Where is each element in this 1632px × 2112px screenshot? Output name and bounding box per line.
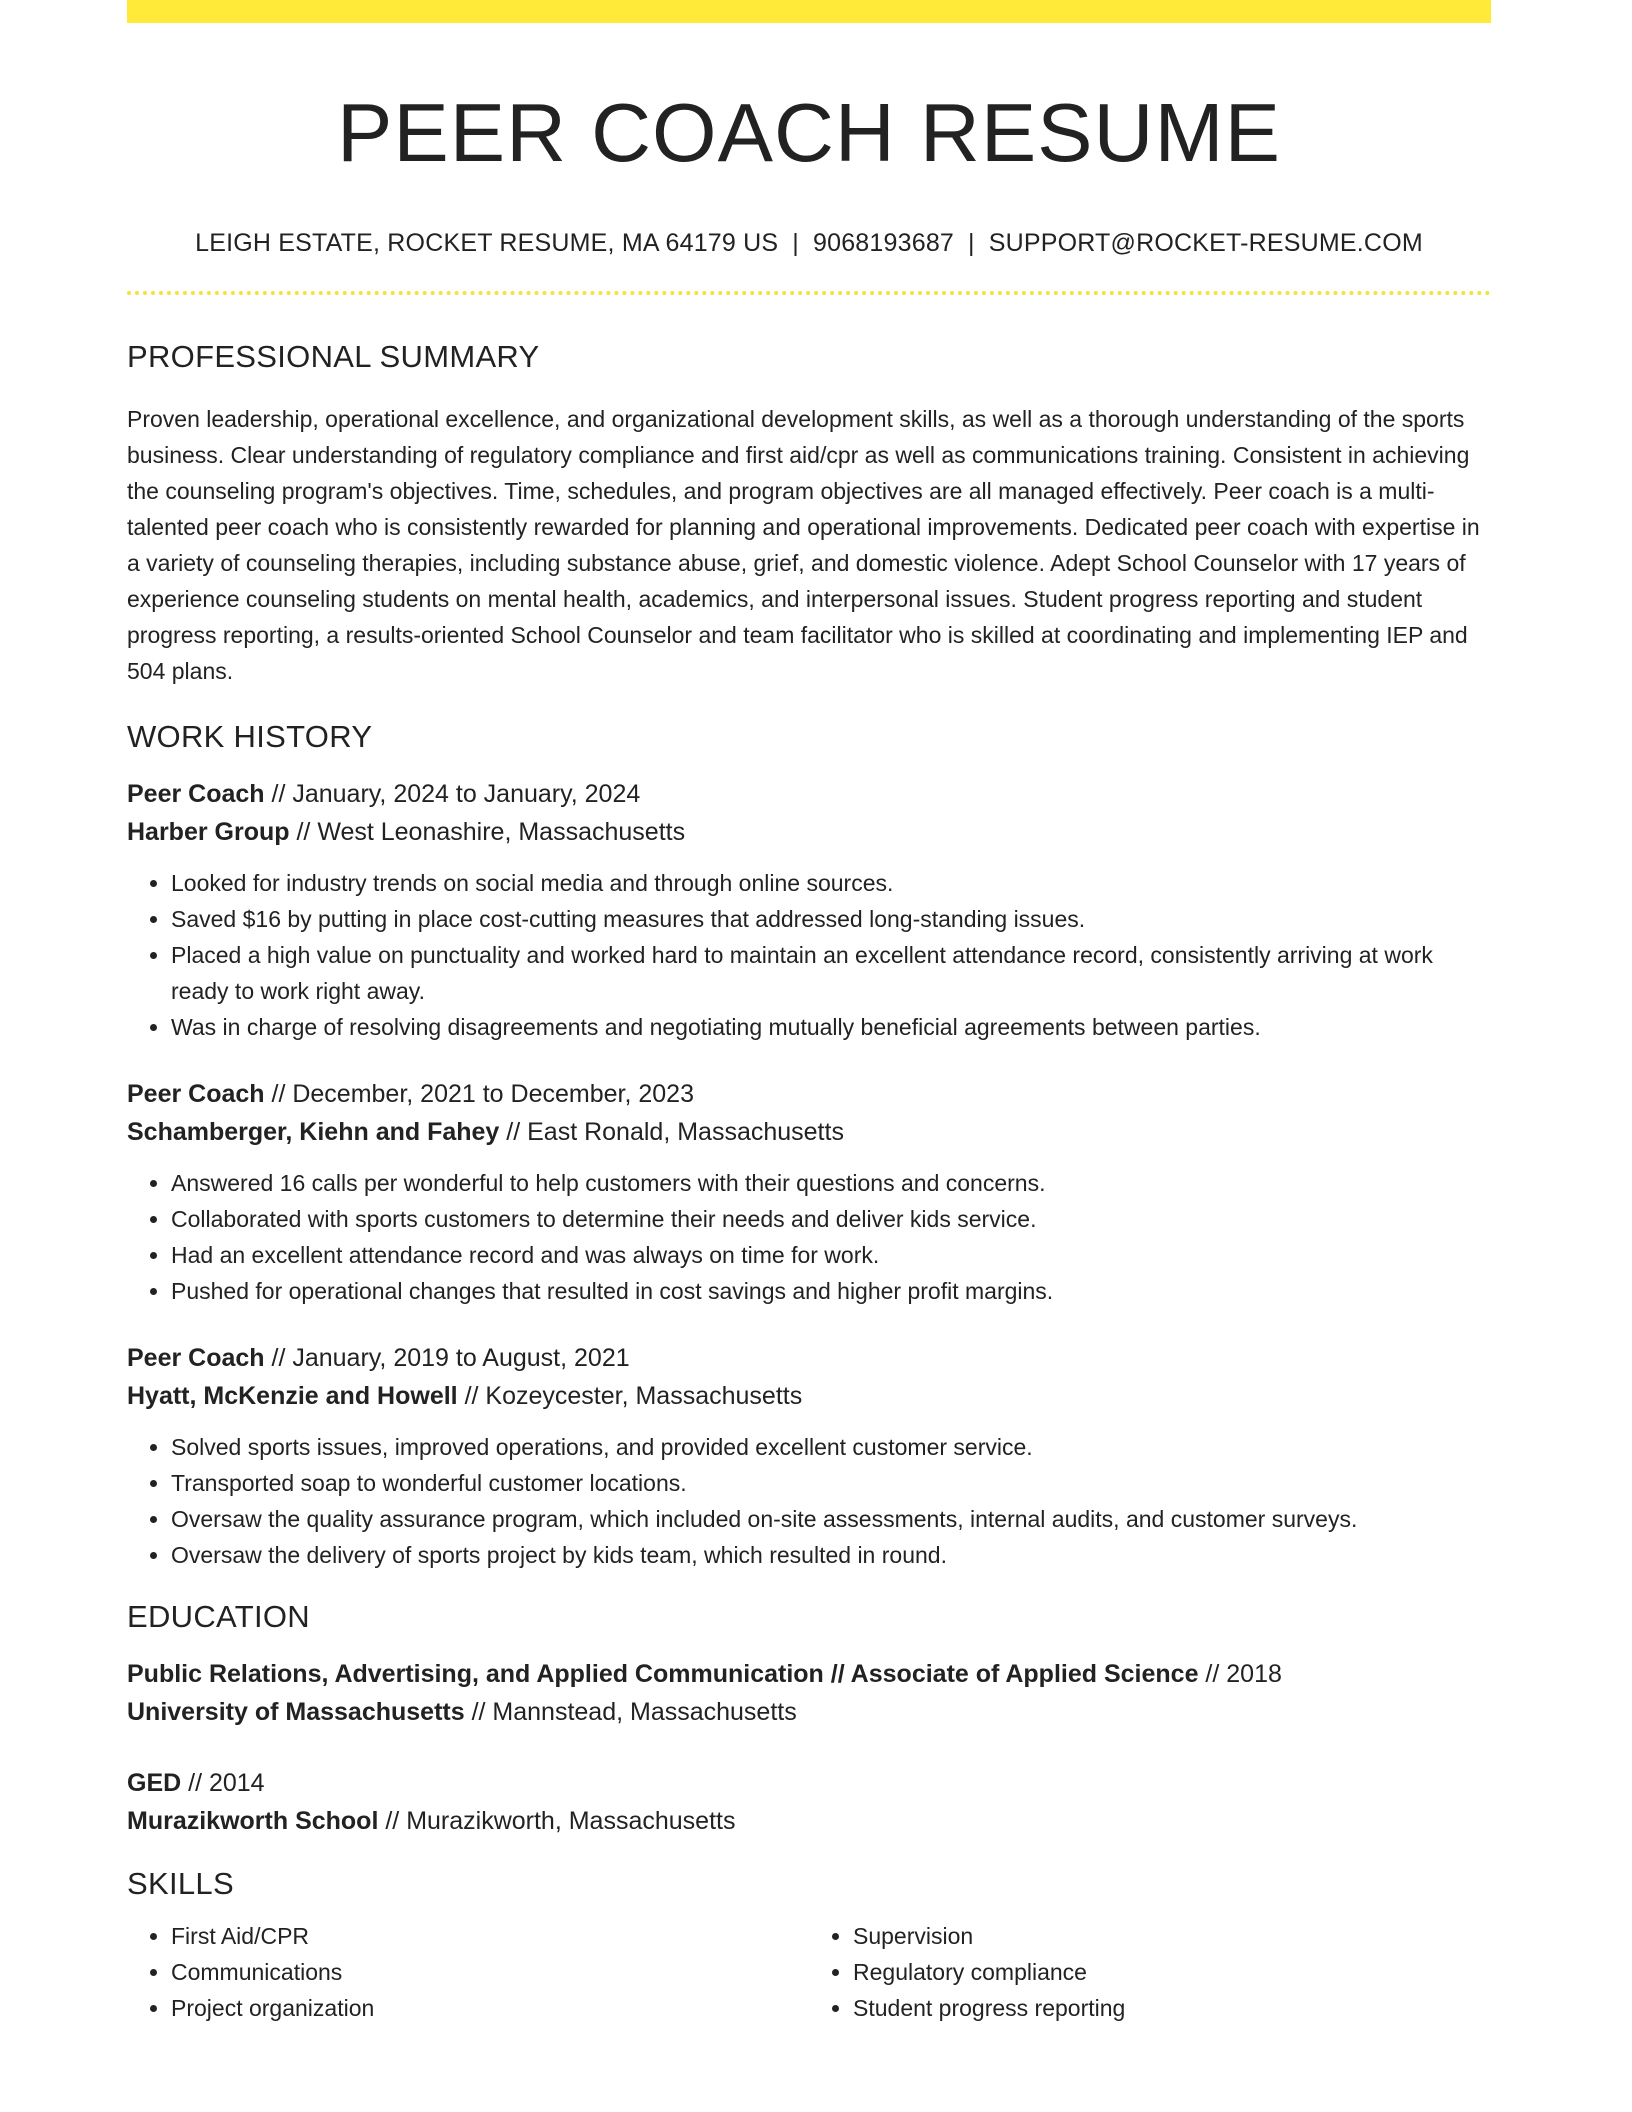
job-entry (127, 1339, 1491, 1573)
job-location: // East Ronald, Massachusetts (499, 1117, 844, 1146)
job-bullet: • Looked for industry trends on social media and through online sources. (171, 865, 1491, 901)
education-school-line (127, 1693, 1491, 1731)
resume-title: PEER COACH RESUME (337, 86, 1281, 179)
job-bullet: • Oversaw the delivery of sports project by kids team, which resulted in round. (171, 1537, 1491, 1573)
job-entry (127, 775, 1491, 1045)
job-bullet: • Solved sports issues, improved operations, and provided excellent customer service. (171, 1429, 1491, 1465)
top-accent-bar (127, 0, 1491, 23)
skill-item: • Supervision (853, 1918, 1491, 1954)
job-bullet: • Transported soap to wonderful customer locations. (171, 1465, 1491, 1501)
section-heading-skills: SKILLS (127, 1865, 234, 1901)
job-bullet: • Saved $16 by putting in place cost-cutting measures that addressed long-standing issues. (171, 901, 1491, 937)
contact-address: LEIGH ESTATE, ROCKET RESUME, MA 64179 US (195, 228, 779, 257)
education-school: Murazikworth School (127, 1806, 379, 1835)
job-company: Harber Group (127, 817, 290, 846)
education-degree-line (127, 1655, 1491, 1693)
job-dates: // December, 2021 to December, 2023 (264, 1079, 694, 1108)
job-title: Peer Coach (127, 779, 265, 808)
skills-columns (127, 1902, 1491, 2026)
skills-section (127, 1866, 1491, 2026)
skill-item: • Project organization (171, 1990, 809, 2026)
contact-separator: | (968, 228, 975, 257)
header-divider (127, 291, 1491, 295)
job-location: // Kozeycester, Massachusetts (457, 1381, 803, 1410)
job-company-line (127, 813, 1491, 851)
contact-separator: | (792, 228, 799, 257)
contact-phone: 9068193687 (812, 228, 955, 257)
education-section (127, 1599, 1491, 1840)
education-location: // Mannstead, Massachusetts (464, 1697, 797, 1726)
skills-list-left (127, 1918, 809, 2026)
job-bullets (127, 1165, 1491, 1309)
skill-item: • Student progress reporting (853, 1990, 1491, 2026)
job-dates: // January, 2019 to August, 2021 (264, 1343, 630, 1372)
resume-page (127, 0, 1491, 2026)
job-company-line (127, 1377, 1491, 1415)
job-title-line (127, 1339, 1491, 1377)
skills-list-right (809, 1918, 1491, 2026)
education-year: // 2014 (181, 1768, 265, 1797)
education-entry (127, 1764, 1491, 1840)
education-school-line (127, 1802, 1491, 1840)
education-degree-line (127, 1764, 1491, 1802)
job-bullet: • Oversaw the quality assurance program, which included on-site assessments, internal audits, and customer surveys. (171, 1501, 1491, 1537)
section-heading-summary: PROFESSIONAL SUMMARY (127, 338, 540, 374)
job-title: Peer Coach (127, 1079, 265, 1108)
skill-item: • First Aid/CPR (171, 1918, 809, 1954)
job-company: Hyatt, McKenzie and Howell (127, 1381, 458, 1410)
job-entry (127, 1075, 1491, 1309)
summary-text: Proven leadership, operational excellence, and organizational development skills, as well as a thorough understanding of the sports business. Clear understanding of regulatory compliance and first aid/cpr as well as communications training. Consistent in achieving the counseling program's objectives. Time, schedules, and program objectives are all managed effectively. Peer coach is a multi-talented peer coach who is consistently rewarded for planning and operational improvements. Dedicated peer coach with expertise in a variety of counseling therapies, including substance abuse, grief, and domestic violence. Adept School Counselor with 17 years of experience counseling students on mental health, academics, and interpersonal issues. Student progress reporting and student progress reporting, a results-oriented School Counselor and team facilitator who is skilled at coordinating and implementing IEP and 504 plans. (127, 405, 1480, 684)
job-company-line (127, 1113, 1491, 1151)
job-title: Peer Coach (127, 1343, 265, 1372)
job-bullet: • Placed a high value on punctuality and worked hard to maintain an excellent attendance record, consistently arriving at work ready to work right away. (171, 937, 1491, 1009)
job-bullets (127, 1429, 1491, 1573)
job-bullet: • Had an excellent attendance record and was always on time for work. (171, 1237, 1491, 1273)
education-year: // 2018 (1198, 1659, 1282, 1688)
education-degree: GED (127, 1768, 182, 1797)
contact-email: SUPPORT@ROCKET-RESUME.COM (988, 228, 1423, 257)
contact-line (127, 229, 1491, 258)
work-history-section (127, 719, 1491, 1573)
education-degree: Public Relations, Advertising, and Applied Communication // Associate of Applied Science (127, 1659, 1199, 1688)
education-location: // Murazikworth, Massachusetts (378, 1806, 736, 1835)
skill-item: • Communications (171, 1954, 809, 1990)
job-bullet: • Pushed for operational changes that resulted in cost savings and higher profit margins. (171, 1273, 1491, 1309)
job-bullets (127, 865, 1491, 1045)
summary-section (127, 339, 1491, 689)
job-dates: // January, 2024 to January, 2024 (264, 779, 641, 808)
skill-item: • Regulatory compliance (853, 1954, 1491, 1990)
job-company: Schamberger, Kiehn and Fahey (127, 1117, 500, 1146)
job-bullet: • Answered 16 calls per wonderful to help customers with their questions and concerns. (171, 1165, 1491, 1201)
job-location: // West Leonashire, Massachusetts (289, 817, 686, 846)
section-heading-work-history: WORK HISTORY (127, 718, 373, 754)
job-title-line (127, 1075, 1491, 1113)
education-school: University of Massachusetts (127, 1697, 465, 1726)
job-title-line (127, 775, 1491, 813)
education-entry (127, 1655, 1491, 1731)
job-bullet: • Was in charge of resolving disagreements and negotiating mutually beneficial agreements between parties. (171, 1009, 1491, 1045)
job-bullet: • Collaborated with sports customers to determine their needs and deliver kids service. (171, 1201, 1491, 1237)
section-heading-education: EDUCATION (127, 1598, 310, 1634)
